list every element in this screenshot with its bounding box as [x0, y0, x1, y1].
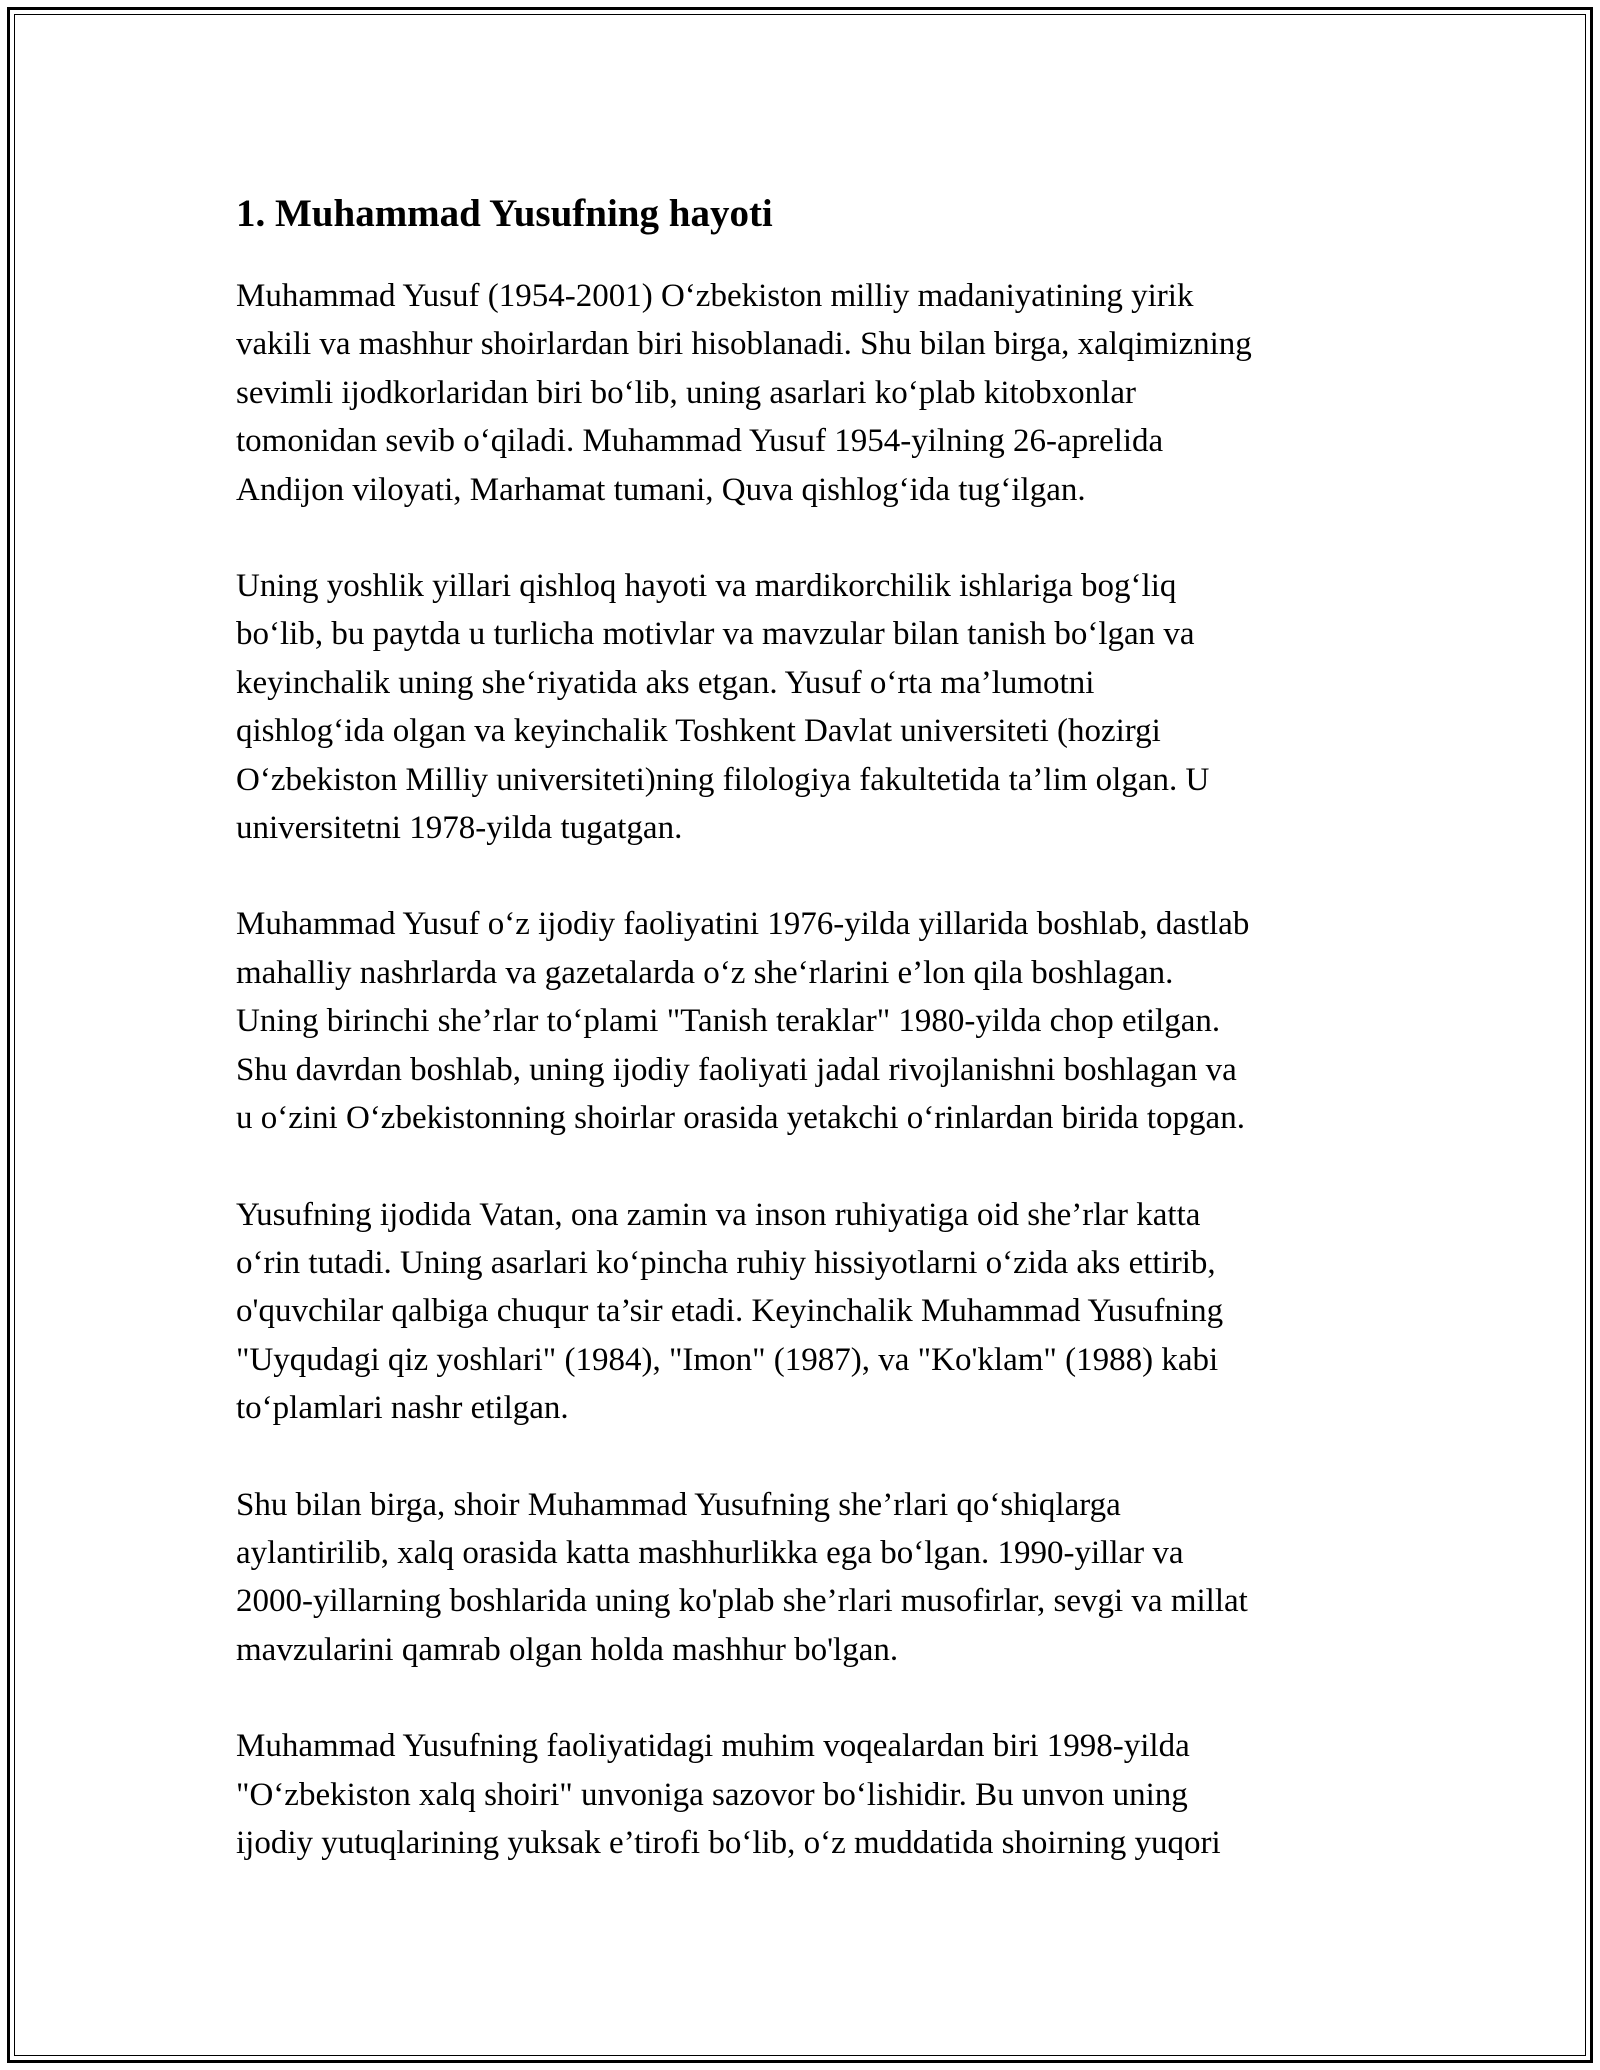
paragraph-2: Uning yoshlik yillari qishloq hayoti va mardikorchilik ishlariga bog‘liq bo‘lib, bu paytda u turlicha motivlar va mavzular bilan tanish bo‘lgan va keyinchalik uning she‘riyatida aks etgan. Yusuf o‘rta ma’lumotni qishlog‘ida olgan va keyinchalik Toshkent Davlat universiteti (hozirgi O‘zbekiston Milliy universiteti)ning filologiya fakultetida ta’lim olgan. U universitetni 1978-yilda tugatgan.	[236, 568, 1210, 847]
paragraph-5: Shu bilan birga, shoir Muhammad Yusufning she’rlari qo‘shiqlarga aylantirilib, xalq orasida katta mashhurlikka ega bo‘lgan. 1990-yillar va 2000-yillarning boshlarida uning ko'plab she’rlari musofirlar, sevgi va millat mavzularini qamrab olgan holda mashhur bo'lgan.	[236, 1486, 1248, 1668]
paragraph-4: Yusufning ijodida Vatan, ona zamin va inson ruhiyatiga oid she’rlar katta o‘rin tutadi. Uning asarlari ko‘pincha ruhiy hissiyotlarni o‘zida aks ettirib, o'quvchilar qalbiga chuqur ta’sir etadi. Keyinchalik Muhammad Yusufning "Uyqudagi qiz yoshlari" (1984), "Imon" (1987), va "Ko'klam" (1988) kabi to‘plamlari nashr etilgan.	[236, 1196, 1224, 1427]
document-body	[236, 186, 1386, 1915]
paragraph-6: Muhammad Yusufning faoliyatidagi muhim voqealardan biri 1998-yilda "O‘zbekiston xalq shoiri" unvoniga sazovor bo‘lishidir. Bu unvon uning ijodiy yutuqlarining yuksak e’tirofi bo‘lib, o‘z muddatida shoirning yuqori	[236, 1728, 1221, 1861]
paragraph-3: Muhammad Yusuf o‘z ijodiy faoliyatini 1976-yilda yillarida boshlab, dastlab mahalliy nashrlarda va gazetalarda o‘z she‘rlarini e’lon qila boshlagan. Uning birinchi she’rlar to‘plami "Tanish teraklar" 1980-yilda chop etilgan. Shu davrdan boshlab, uning ijodiy faoliyati jadal rivojlanishni boshlagan va u o‘zini O‘zbekistonning shoirlar orasida yetakchi o‘rinlardan birida topgan.	[236, 906, 1250, 1137]
paragraph-1: Muhammad Yusuf (1954-2001) O‘zbekiston milliy madaniyatining yirik vakili va mashhur shoirlardan biri hisoblanadi. Shu bilan birga, xalqimizning sevimli ijodkorlaridan biri bo‘lib, uning asarlari ko‘plab kitobxonlar tomonidan sevib o‘qiladi. Muhammad Yusuf 1954-yilning 26-aprelida Andijon viloyati, Marhamat tumani, Quva qishlog‘ida tug‘ilgan.	[236, 278, 1252, 508]
section-heading: 1. Muhammad Yusufning hayoti	[236, 192, 773, 235]
